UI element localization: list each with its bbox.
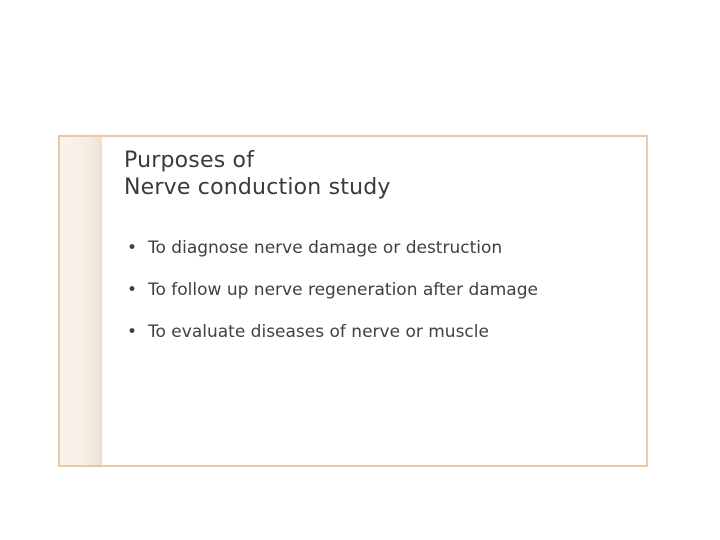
slide-title-line-1: Purposes of (124, 148, 255, 173)
bullet-dot-icon: • (127, 322, 138, 342)
bullet-item (124, 321, 624, 343)
bullet-item (124, 279, 624, 301)
bullet-text: To diagnose nerve damage or destruction (148, 238, 503, 258)
slide (58, 135, 648, 467)
bullet-item (124, 237, 624, 259)
slide-band-divider (100, 137, 102, 465)
bullet-text: To evaluate diseases of nerve or muscle (148, 322, 489, 342)
bullet-list (124, 237, 624, 363)
bullet-text: To follow up nerve regeneration after damage (148, 280, 538, 300)
slide-title-line-2: Nerve conduction study (124, 175, 391, 200)
slide-title (124, 147, 391, 201)
bullet-dot-icon: • (127, 280, 138, 300)
bullet-dot-icon: • (127, 238, 138, 258)
slide-side-band (60, 137, 100, 465)
